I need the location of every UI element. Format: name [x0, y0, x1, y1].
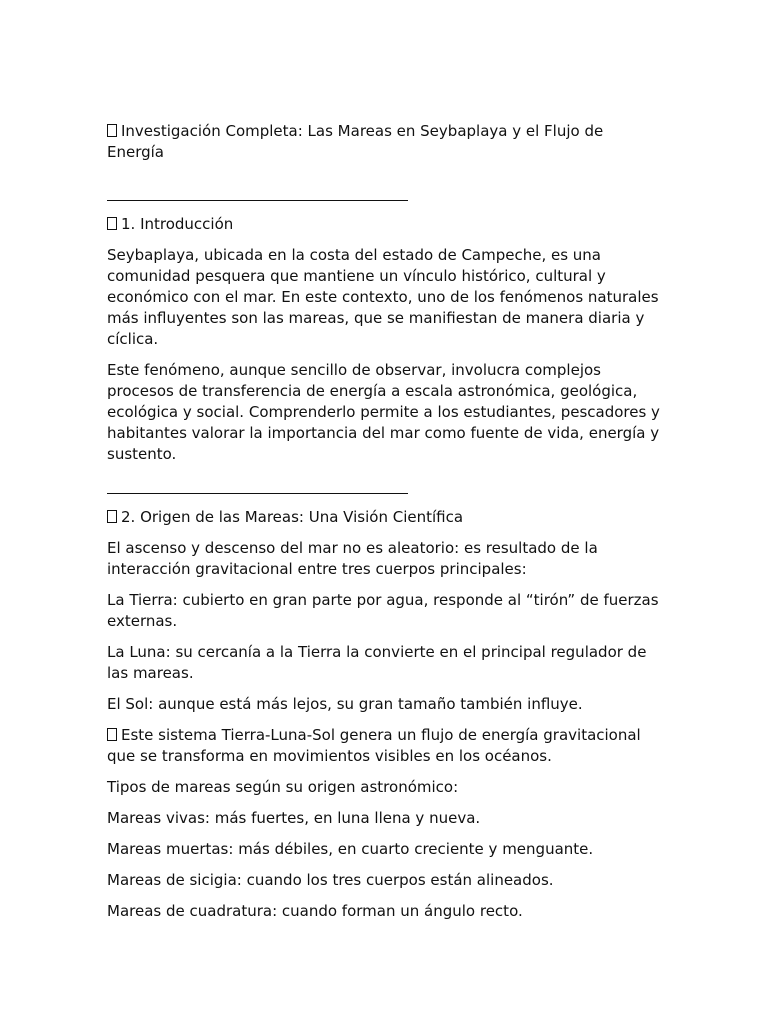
document-title-text: Investigación Completa: Las Mareas en Seybaplaya y el Flujo de Energía — [107, 122, 604, 161]
section-heading-text: 1. Introducción — [121, 215, 234, 233]
horizontal-rule — [107, 476, 408, 497]
paragraph: Este fenómeno, aunque sencillo de observar, involucra complejos procesos de transferencia de energía a escala astronómica, geológica, ecológica y social. Comprenderlo permite a los estudiantes, pescadores y habitantes valorar la importancia del mar como fuente de vida, energía y sustento. — [107, 361, 660, 463]
paragraph: Mareas muertas: más débiles, en cuarto creciente y menguante. — [107, 840, 594, 858]
paragraph: Seybaplaya, ubicada en la costa del estado de Campeche, es una comunidad pesquera que mantiene un vínculo histórico, cultural y económico con el mar. En este contexto, uno de los fenómenos naturales más influyentes son las mareas, que se manifiestan de manera diaria y cíclica. — [107, 246, 659, 348]
paragraph: Tipos de mareas según su origen astronómico: — [107, 778, 459, 796]
missing-glyph-icon — [107, 124, 117, 137]
missing-glyph-icon — [107, 728, 117, 741]
section-heading-text: 2. Origen de las Mareas: Una Visión Científica — [121, 508, 464, 526]
paragraph — [107, 725, 663, 767]
document-title — [107, 121, 663, 163]
missing-glyph-icon — [107, 510, 117, 523]
document-page — [107, 121, 663, 922]
horizontal-rule — [107, 183, 408, 204]
paragraph: El ascenso y descenso del mar no es aleatorio: es resultado de la interacción gravitacional entre tres cuerpos principales: — [107, 539, 598, 578]
section-heading — [107, 507, 663, 528]
paragraph: Mareas de sicigia: cuando los tres cuerpos están alineados. — [107, 871, 554, 889]
paragraph: La Luna: su cercanía a la Tierra la convierte en el principal regulador de las mareas. — [107, 643, 647, 682]
paragraph: Mareas vivas: más fuertes, en luna llena y nueva. — [107, 809, 481, 827]
paragraph: La Tierra: cubierto en gran parte por agua, responde al “tirón” de fuerzas externas. — [107, 591, 659, 630]
missing-glyph-icon — [107, 217, 117, 230]
paragraph: El Sol: aunque está más lejos, su gran tamaño también influye. — [107, 695, 583, 713]
section-heading — [107, 214, 663, 235]
paragraph-text: Este sistema Tierra-Luna-Sol genera un flujo de energía gravitacional que se transforma en movimientos visibles en los océanos. — [107, 726, 641, 765]
paragraph: Mareas de cuadratura: cuando forman un ángulo recto. — [107, 902, 523, 920]
